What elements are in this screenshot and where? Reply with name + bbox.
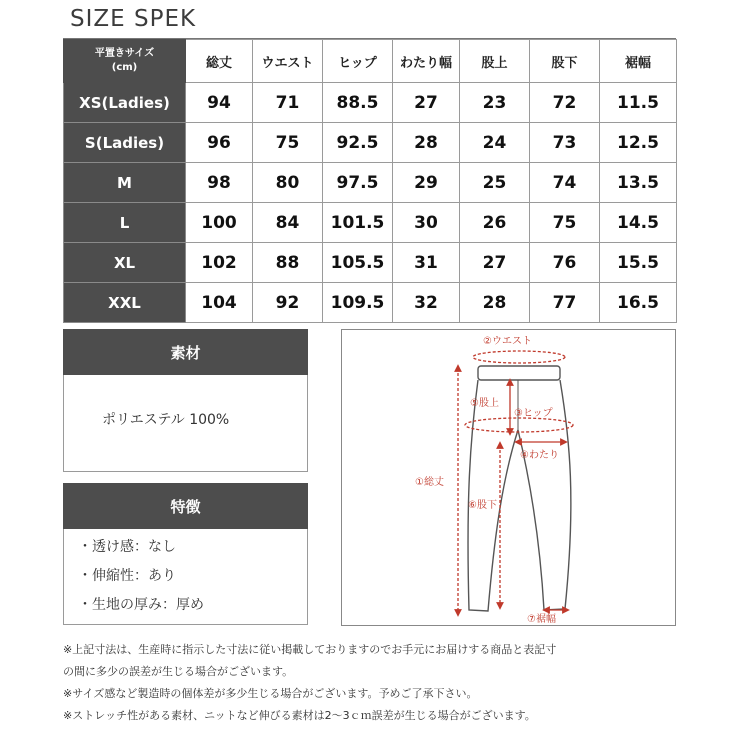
table-cell: 32 xyxy=(393,283,460,323)
size-label: XXL xyxy=(64,283,186,323)
table-cell: 92.5 xyxy=(323,123,393,163)
table-cell: 24 xyxy=(460,123,530,163)
size-label: M xyxy=(64,163,186,203)
note-line: の間に多少の誤差が生じる場合がございます。 xyxy=(63,665,294,678)
size-label: XS(Ladies) xyxy=(64,83,186,123)
waistband xyxy=(478,366,560,380)
table-cell: 88.5 xyxy=(323,83,393,123)
table-cell: 28 xyxy=(460,283,530,323)
table-cell: 80 xyxy=(253,163,323,203)
page-title: SIZE SPEK xyxy=(70,6,197,32)
table-cell: 94 xyxy=(186,83,253,123)
corner-unit: (cm) xyxy=(111,62,138,73)
label-hip: ③ヒップ xyxy=(514,408,553,419)
table-cell: 31 xyxy=(393,243,460,283)
table-row xyxy=(64,83,677,123)
label-total-length: ①総丈 xyxy=(415,477,444,488)
label-waist: ②ウエスト xyxy=(483,336,532,347)
table-cell: 104 xyxy=(186,283,253,323)
table-cell: 26 xyxy=(460,203,530,243)
table-cell: 92 xyxy=(253,283,323,323)
table-cell: 98 xyxy=(186,163,253,203)
column-header: ウエスト xyxy=(253,40,323,83)
table-cell: 101.5 xyxy=(323,203,393,243)
table-cell: 71 xyxy=(253,83,323,123)
feature-item: ・伸縮性：あり xyxy=(78,568,176,584)
label-rise: ⑤股上 xyxy=(470,398,499,409)
size-table xyxy=(63,39,677,323)
column-header: 裾幅 xyxy=(600,40,677,83)
hip-ellipse xyxy=(465,418,573,432)
measurement-lines xyxy=(458,351,573,613)
table-cell: 16.5 xyxy=(600,283,677,323)
label-thigh: ④わたり xyxy=(520,450,559,461)
size-label: L xyxy=(64,203,186,243)
size-label: S(Ladies) xyxy=(64,123,186,163)
table-cell: 28 xyxy=(393,123,460,163)
features-heading: 特徴 xyxy=(63,483,308,529)
waist-ellipse xyxy=(473,351,565,363)
table-cell: 97.5 xyxy=(323,163,393,203)
note-line: ※サイズ感など製造時の個体差が多少生じる場合がございます。予めご了承下さい。 xyxy=(63,687,478,700)
column-header: 総丈 xyxy=(186,40,253,83)
column-header: 股下 xyxy=(530,40,600,83)
table-cell: 72 xyxy=(530,83,600,123)
table-cell: 27 xyxy=(460,243,530,283)
table-cell: 30 xyxy=(393,203,460,243)
note-line: ※上記寸法は、生産時に指示した寸法に従い掲載しておりますのでお手元にお届けする商品と表記寸 xyxy=(63,643,557,656)
table-row xyxy=(64,243,677,283)
corner-label: 平置きサイズ xyxy=(94,48,155,59)
table-header-row xyxy=(64,40,677,83)
table-cell: 88 xyxy=(253,243,323,283)
table-cell: 13.5 xyxy=(600,163,677,203)
material-panel xyxy=(63,375,308,472)
column-header: ヒップ xyxy=(323,40,393,83)
table-cell: 84 xyxy=(253,203,323,243)
table-row xyxy=(64,283,677,323)
table-cell: 14.5 xyxy=(600,203,677,243)
table-corner-cell xyxy=(64,40,186,83)
pants-diagram-svg xyxy=(342,330,675,625)
table-cell: 23 xyxy=(460,83,530,123)
label-inseam: ⑥股下 xyxy=(468,500,497,511)
material-heading: 素材 xyxy=(63,329,308,375)
note-line: ※ストレッチ性がある素材、ニットなど伸びる素材は2～3ｃｍ誤差が生じる場合がございます。 xyxy=(63,709,536,722)
feature-item: ・生地の厚み：厚め xyxy=(78,597,204,613)
table-cell: 29 xyxy=(393,163,460,203)
column-header: 股上 xyxy=(460,40,530,83)
table-cell: 105.5 xyxy=(323,243,393,283)
column-header: わたり幅 xyxy=(393,40,460,83)
table-row xyxy=(64,163,677,203)
table-cell: 75 xyxy=(530,203,600,243)
measurement-diagram xyxy=(341,329,676,626)
table-cell: 77 xyxy=(530,283,600,323)
table-row xyxy=(64,203,677,243)
table-cell: 73 xyxy=(530,123,600,163)
table-cell: 12.5 xyxy=(600,123,677,163)
table-cell: 27 xyxy=(393,83,460,123)
table-cell: 76 xyxy=(530,243,600,283)
notes-block xyxy=(63,639,678,727)
table-cell: 109.5 xyxy=(323,283,393,323)
features-panel xyxy=(63,529,308,625)
table-cell: 15.5 xyxy=(600,243,677,283)
table-cell: 11.5 xyxy=(600,83,677,123)
size-label: XL xyxy=(64,243,186,283)
table-cell: 25 xyxy=(460,163,530,203)
feature-item: ・透け感：なし xyxy=(78,539,176,555)
table-cell: 100 xyxy=(186,203,253,243)
table-cell: 75 xyxy=(253,123,323,163)
material-text: ポリエステル 100% xyxy=(102,412,230,428)
label-hem: ⑦裾幅 xyxy=(527,614,556,625)
table-cell: 74 xyxy=(530,163,600,203)
table-cell: 102 xyxy=(186,243,253,283)
table-cell: 96 xyxy=(186,123,253,163)
table-row xyxy=(64,123,677,163)
